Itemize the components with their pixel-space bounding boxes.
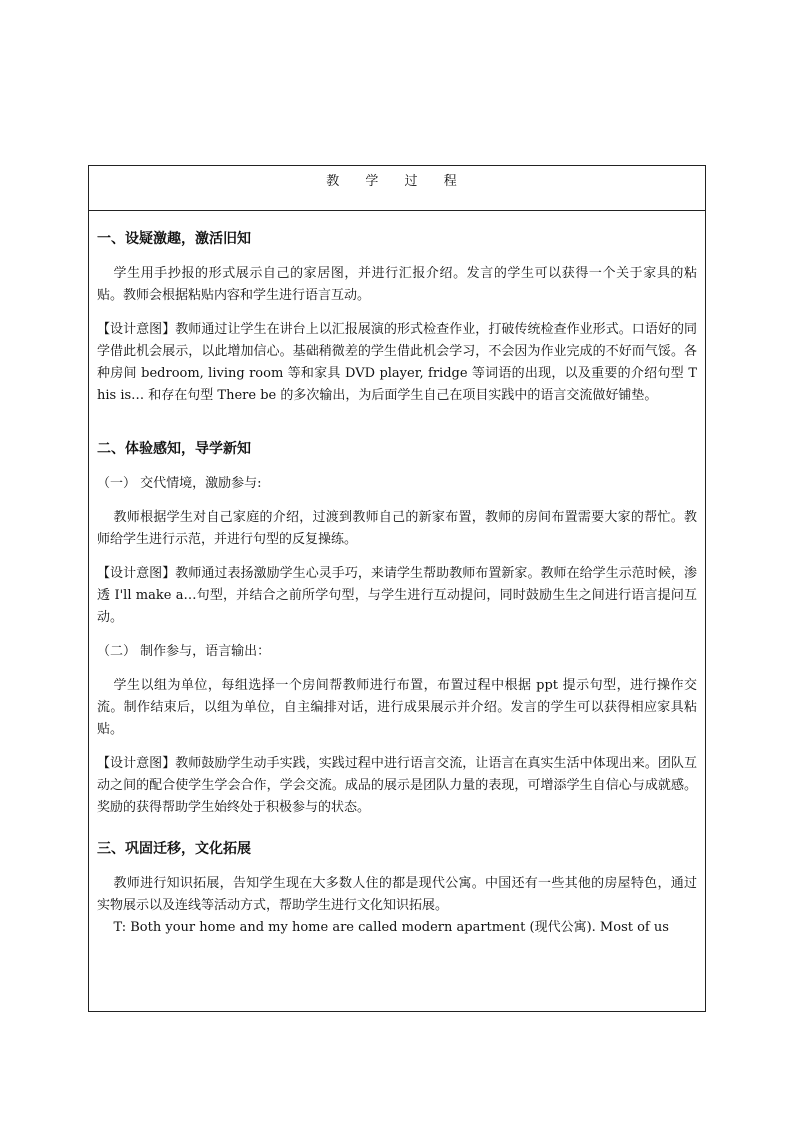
section-1-paragraph: 学生用手抄报的形式展示自己的家居图，并进行汇报介绍。发言的学生可以获得一个关于家具的粘贴。教师会根据粘贴内容和学生进行语言互动。 [97, 266, 697, 303]
section-3-title: 三、巩固迁移，文化拓展 [97, 841, 251, 857]
section-2-subheading-2: （二） 制作参与，语言输出： [97, 644, 271, 659]
section-2-paragraph-2: 学生以组为单位，每组选择一个房间帮教师进行布置，布置过程中根据 ppt 提示句型，进行操作交流。制作结束后，以组为单位，自主编排对话，进行成果展示并介绍。发言的学生可以获得相应家具粘贴。 [97, 678, 697, 737]
table-title: 教 学 过 程 [326, 174, 468, 189]
section-3-paragraph-1: 教师进行知识拓展，告知学生现在大多数人住的都是现代公寓。中国还有一些其他的房屋特色，通过实物展示以及连线等活动方式，帮助学生进行文化知识拓展。 [97, 876, 697, 913]
section-2-title: 二、体验感知，导学新知 [97, 441, 251, 457]
section-2-subheading-1: （一） 交代情境，激励参与: [97, 476, 262, 491]
section-2-design-intent-1: 【设计意图】教师通过表扬激励学生心灵手巧，来请学生帮助教师布置新家。教师在给学生示范时候，渗透 I'll make a…句型，并结合之前所学句型，与学生进行互动提问，同时鼓励生生之间进行语言提问互动。 [97, 566, 697, 625]
section-3-paragraph-2: T: Both your home and my home are called modern apartment (现代公寓). Most of us [113, 920, 669, 935]
teaching-process-table [88, 165, 706, 1012]
table-body [89, 211, 705, 939]
section-1-title: 一、设疑激趣，激活旧知 [97, 231, 251, 247]
table-header [89, 166, 705, 211]
section-1-design-intent: 【设计意图】教师通过让学生在讲台上以汇报展演的形式检查作业，打破传统检查作业形式。口语好的同学借此机会展示，以此增加信心。基础稍微差的学生借此机会学习，不会因为作业完成的不好而气馁。各种房间 bedroom, living room 等和家具 DVD player, fridge 等词语的出现，以及重要的介绍句型 This is… 和存在句型 There be 的多次输出，为后面学生自己在项目实践中的语言交流做好铺垫。 [97, 322, 697, 403]
section-2-paragraph-1: 教师根据学生对自己家庭的介绍，过渡到教师自己的新家布置，教师的房间布置需要大家的帮忙。教师给学生进行示范，并进行句型的反复操练。 [97, 510, 697, 547]
section-2-design-intent-2: 【设计意图】教师鼓励学生动手实践，实践过程中进行语言交流，让语言在真实生活中体现出来。团队互动之间的配合使学生学会合作，学会交流。成品的展示是团队力量的表现，可增添学生自信心与成就感。奖励的获得帮助学生始终处于积极参与的状态。 [97, 756, 697, 815]
